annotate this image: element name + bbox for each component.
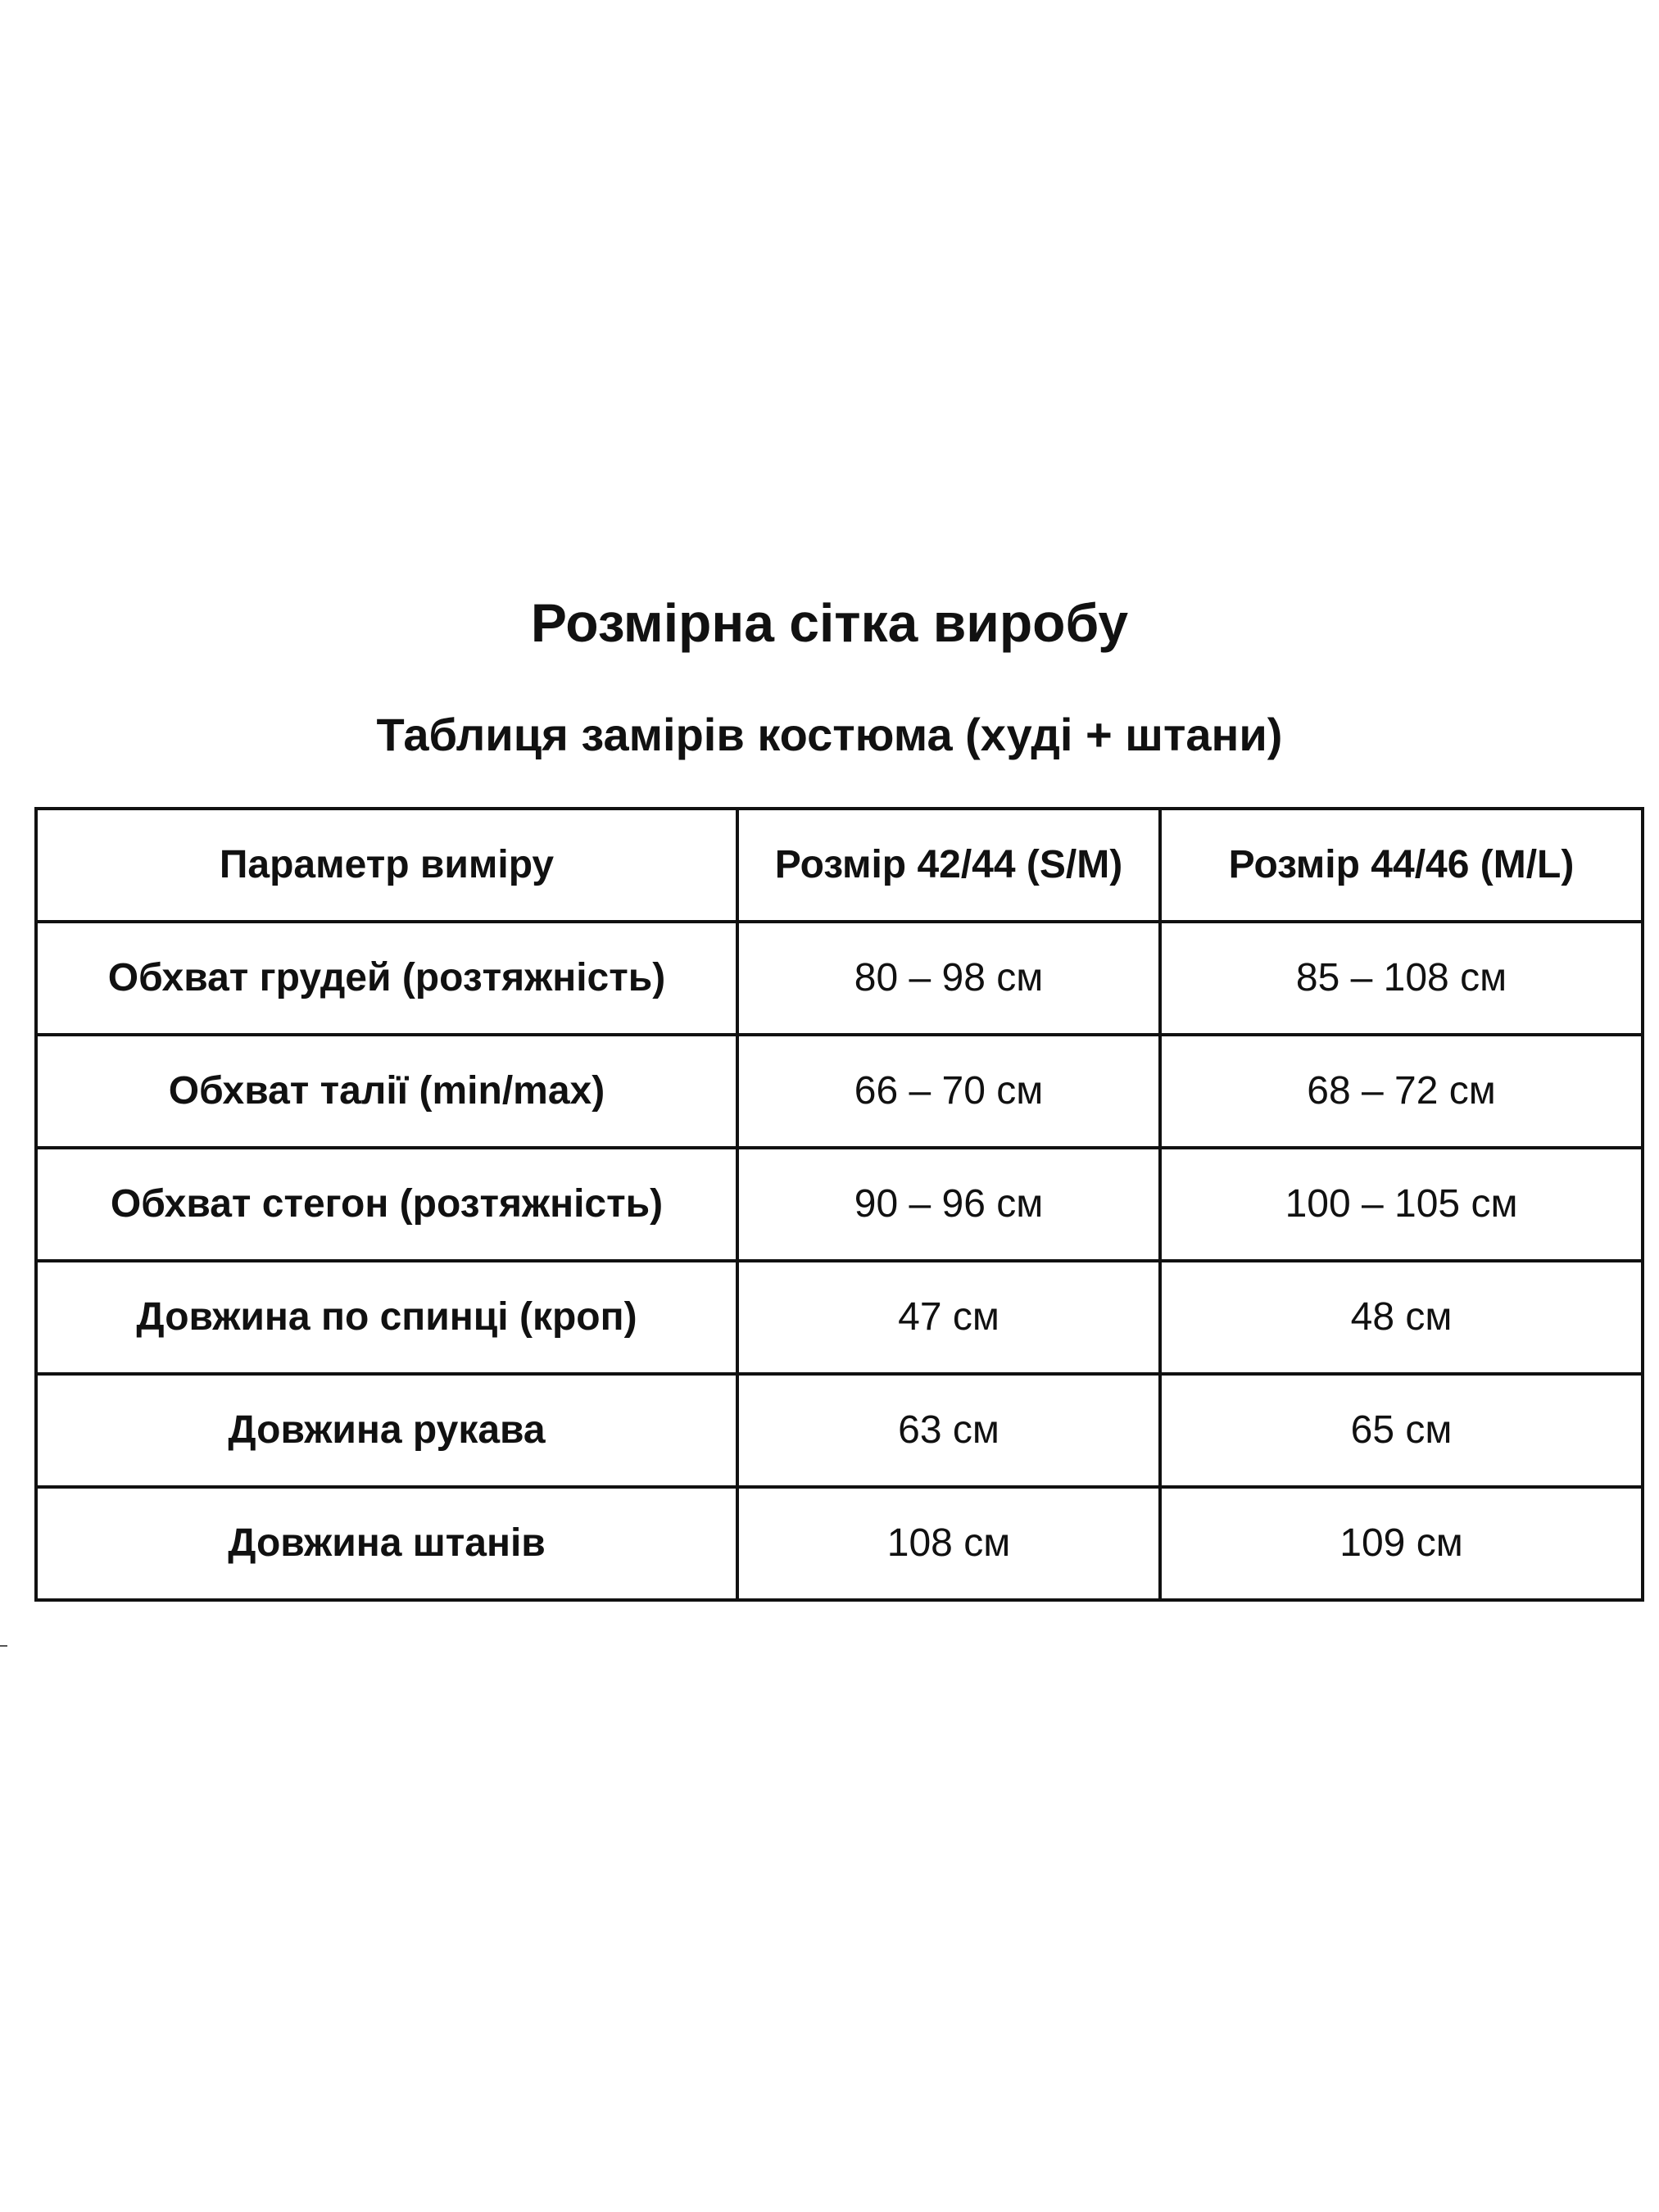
row-value-size-s-m: 90 – 96 см [737,1148,1160,1261]
row-parameter: Обхват стегон (розтяжність) [36,1148,737,1261]
row-value-size-m-l: 65 см [1160,1374,1643,1487]
table-row [36,922,1643,1035]
table-row [36,1148,1643,1261]
table-row [36,1261,1643,1374]
row-parameter: Довжина по спинці (кроп) [36,1261,737,1374]
table-row [36,1035,1643,1148]
row-value-size-m-l: 68 – 72 см [1160,1035,1643,1148]
edge-mark [0,1645,7,1647]
table-header-row [36,809,1643,922]
row-parameter: Обхват грудей (розтяжність) [36,922,737,1035]
row-value-size-m-l: 48 см [1160,1261,1643,1374]
row-value-size-s-m: 108 см [737,1487,1160,1600]
row-value-size-m-l: 85 – 108 см [1160,922,1643,1035]
row-value-size-s-m: 47 см [737,1261,1160,1374]
page-title: Розмірна сітка виробу [530,592,1129,653]
row-value-size-s-m: 80 – 98 см [737,922,1160,1035]
size-chart-table [34,807,1644,1602]
table-row [36,1487,1643,1600]
row-parameter: Обхват талії (min/max) [36,1035,737,1148]
header-parameter: Параметр виміру [36,809,737,922]
row-parameter: Довжина рукава [36,1374,737,1487]
row-value-size-s-m: 66 – 70 см [737,1035,1160,1148]
row-value-size-m-l: 100 – 105 см [1160,1148,1643,1261]
row-parameter: Довжина штанів [36,1487,737,1600]
header-size-m-l: Розмір 44/46 (M/L) [1160,809,1643,922]
row-value-size-m-l: 109 см [1160,1487,1643,1600]
table-title: Таблиця замірів костюма (худі + штани) [376,709,1283,760]
header-size-s-m: Розмір 42/44 (S/M) [737,809,1160,922]
table-row [36,1374,1643,1487]
row-value-size-s-m: 63 см [737,1374,1160,1487]
